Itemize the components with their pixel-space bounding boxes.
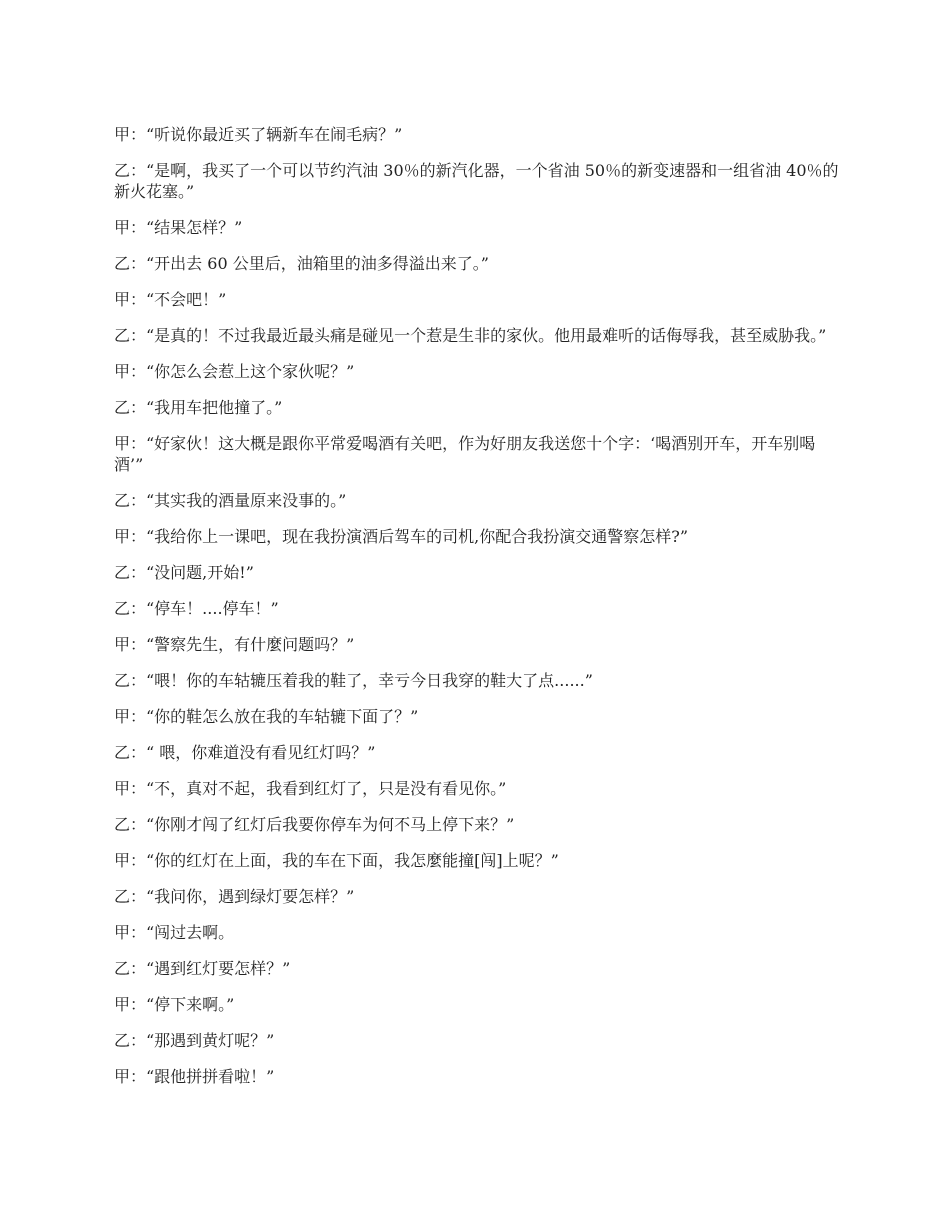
dialogue-line: 乙：“停车！....停车！” <box>114 599 279 618</box>
dialogue-line: 甲：“停下来啊。” <box>114 995 235 1014</box>
dialogue-line: 甲：“闯过去啊。 <box>114 923 235 942</box>
dialogue-line: 甲：“听说你最近买了辆新车在闹毛病？” <box>114 125 403 144</box>
dialogue-line: 甲：“不，真对不起，我看到红灯了，只是没有看见你。” <box>114 779 507 798</box>
dialogue-line: 乙：“没问题,开始!” <box>114 563 254 582</box>
dialogue-line: 甲：“你怎么会惹上这个家伙呢？” <box>114 362 355 381</box>
dialogue-line: 乙：“是真的！不过我最近最头痛是碰见一个惹是生非的家伙。他用最难听的话侮辱我，甚至威胁我。” <box>114 326 827 345</box>
dialogue-line: 甲：“不会吧！” <box>114 290 227 309</box>
dialogue-line: 甲：“结果怎样？” <box>114 218 243 237</box>
dialogue-line: 乙：“你刚才闯了红灯后我要你停车为何不马上停下来？” <box>114 815 515 834</box>
dialogue-line: 乙：“开出去 60 公里后，油箱里的油多得溢出来了。” <box>114 254 489 273</box>
dialogue-line: 乙：“那遇到黄灯呢？” <box>114 1031 275 1050</box>
dialogue-line: 乙：“我问你，遇到绿灯要怎样？” <box>114 887 355 906</box>
dialogue-body <box>114 124 840 1102</box>
dialogue-line: 乙：“ 喂，你难道没有看见红灯吗？” <box>114 743 376 762</box>
dialogue-line: 甲：“警察先生，有什麼问题吗？” <box>114 635 355 654</box>
dialogue-line: 甲：“你的红灯在上面，我的车在下面，我怎麼能撞[闯]上呢？” <box>114 851 559 870</box>
dialogue-line: 乙：“是啊，我买了一个可以节约汽油 30％的新汽化器，一个省油 50％的新变速器和一组省油 40％的新火花塞。” <box>114 161 839 201</box>
dialogue-line: 甲：“你的鞋怎么放在我的车轱辘下面了？” <box>114 707 419 726</box>
dialogue-line: 乙：“其实我的酒量原来没事的。” <box>114 491 347 510</box>
dialogue-line: 乙：“遇到红灯要怎样？” <box>114 959 291 978</box>
dialogue-line: 甲：“好家伙！这大概是跟你平常爱喝酒有关吧，作为好朋友我送您十个字：‘喝酒别开车，开车别喝酒’” <box>114 434 816 474</box>
dialogue-line: 乙：“喂！你的车轱辘压着我的鞋了，幸亏今日我穿的鞋大了点......” <box>114 671 593 690</box>
dialogue-line: 甲：“跟他拼拼看啦！” <box>114 1067 275 1086</box>
dialogue-line: 乙：“我用车把他撞了。” <box>114 398 283 417</box>
dialogue-line: 甲：“我给你上一课吧，现在我扮演酒后驾车的司机,你配合我扮演交通警察怎样?” <box>114 527 689 546</box>
